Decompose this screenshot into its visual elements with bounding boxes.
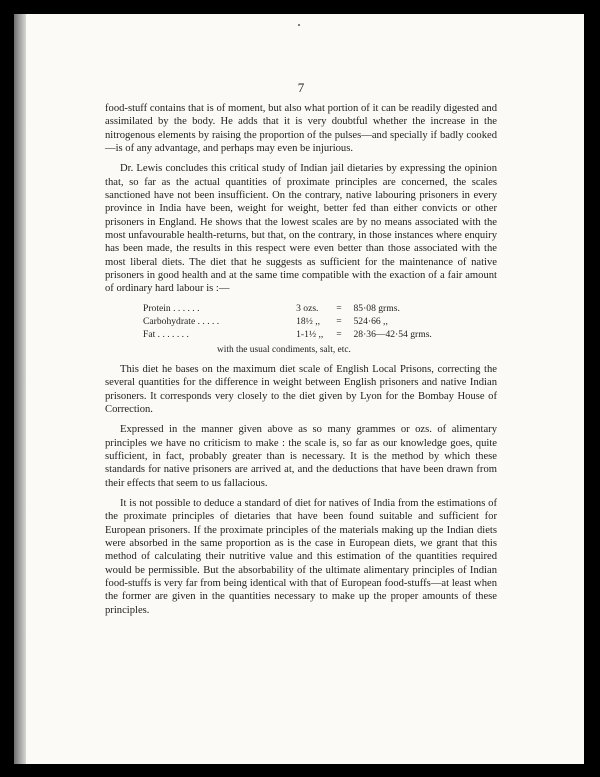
diet-quantity: 3 ozs.: [296, 302, 319, 314]
diet-item: Carbohydrate . . . . .: [143, 315, 220, 327]
body-text: [105, 102, 497, 617]
paragraph-1: food-stuff contains that is of moment, but also what portion of it can be readily digested and assimilated by the body. He adds that it is very doubtful whether the increase in the nitrogenous elements by raising the proportion of the pulses—and specially if badly cooked—is of any advantage, and perhaps may even be injurious.: [105, 103, 497, 155]
document-page: [14, 14, 584, 764]
diet-value: 28·36—42·54 grms.: [353, 328, 432, 340]
diet-value: 85·08 grms.: [353, 302, 400, 314]
paragraph-4: Expressed in the manner given above as so many grammes or ozs. of alimentary principles we have no criticism to make : the scale is, so far as our knowledge goes, quite sufficient, in fact, probably greater than is necessary. It is the method by which these standards for native prisoners are arrived at, and the deductions that have been drawn from their effects that seem to us fallacious.: [105, 424, 497, 489]
paragraph-2: Dr. Lewis concludes this critical study of Indian jail dietaries by expressing the opinion that, so far as the actual quantities of proximate principles are concerned, the scales sanctioned have not been insufficient. On the contrary, native labouring prisoners in every province in India have been, weight for weight, better fed than either convicts or other prisoners in England. He shows that the lowest scales are by no means associated with the most unfavourable health-returns, but that, on the contrary, in those instances where enquiry has been made, the results in this respect were even better than those associated with the most liberal diets. The diet that he suggests as sufficient for the maintenance of native prisoners in good health and at the same time compatible with the exaction of a fair amount of ordinary hard labour is :—: [105, 163, 497, 295]
diet-equals: =: [336, 302, 342, 314]
diet-item: Fat . . . . . . .: [143, 328, 189, 340]
diet-quantity: 1-1½ ,,: [296, 328, 324, 340]
diet-equals: =: [336, 328, 342, 340]
diet-value: 524·66 ,,: [353, 315, 388, 327]
diet-item: Protein . . . . . .: [143, 302, 200, 314]
diet-equals: =: [336, 315, 342, 327]
scan-speck: [298, 24, 300, 26]
diet-row-carbohydrate: [143, 315, 497, 328]
binding-edge: [14, 14, 26, 764]
diet-row-protein: [143, 302, 497, 315]
diet-quantity: 18½ ,,: [296, 315, 321, 327]
diet-table: [143, 302, 497, 341]
diet-note: with the usual condiments, salt, etc.: [217, 344, 351, 355]
paragraph-5: It is not possible to deduce a standard of diet for natives of India from the estimations of the proximate principles of dietaries that have been found suitable and sufficient for European prisoners. If the proximate principles of the materials making up the Indian diets were absorbed in the same proportion as is the case in European diets, we grant that this method of calculating their nutritive value and this estimation of the quantities required would be permissible. But the absorbability of the ultimate alimentary principles of Indian food-stuffs is very far from being identical with that of European food-stuffs—at least when the former are given in the quantities necessary to make up the proper amounts of these principles.: [105, 497, 497, 616]
diet-row-fat: [143, 328, 497, 341]
page-number: 7: [297, 80, 305, 95]
paragraph-3: This diet he bases on the maximum diet scale of English Local Prisons, correcting the several quantities for the difference in weight between English prisoners and native Indian prisoners. It corresponds very closely to the diet given by Lyon for the Bombay House of Correction.: [105, 363, 497, 415]
